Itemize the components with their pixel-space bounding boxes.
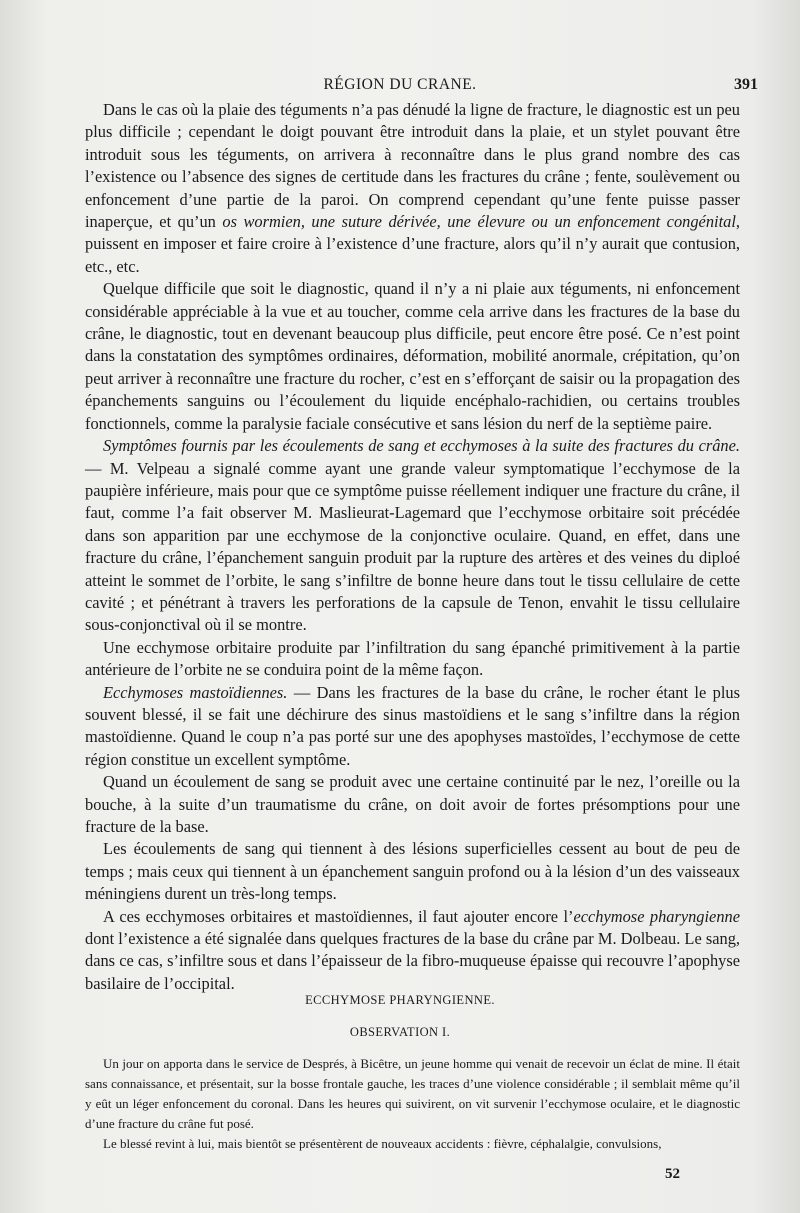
observation-paragraph: Un jour on apporta dans le service de Després, à Bicêtre, un jeune homme qui venait de recevoir un éclat de mine. Il était sans connaissance, et présentait, sur la bosse frontale gauche, les traces d’une violence considérable ; il semblait même qu’il y eût un léger enfoncement du coronal. Dans les heures qui suivirent, on vit survenir l’ecchymose oculaire, et le diagnostic d’une fracture du crâne fut posé. — [85, 1056, 740, 1131]
body-paragraph — [85, 278, 740, 435]
text-run: — Dans les fractures de la base du crâne, le rocher étant le plus souvent blessé, il se fait une déchirure des sinus mastoïdiens et le sang s’infiltre dans la région mastoïdienne. Quand le coup n’a pas porté sur une des apophyses mastoïdes, l’ecchymose de cette région constitue un excellent symptôme. — [85, 682, 740, 769]
italic-text: ecchymose pharyngienne — [573, 906, 740, 926]
italic-text: Ecchymoses mastoïdiennes. — [103, 682, 288, 702]
text-run: Une ecchymose orbitaire produite par l’infiltration du sang épanché primitivement à la partie antérieure de l’orbite ne se conduira point de la même façon. — [85, 637, 740, 680]
text-run: — M. Velpeau a signalé comme ayant une grande valeur symptomatique l’ecchymose de la paupière inférieure, mais pour que ce symptôme puisse réellement indiquer une fracture du crâne, il faut, comme l’a fait observer M. Maslieurat-Lagemard que l’ecchymose orbitaire soit précédée dans son apparition par une ecchymose de la conjonctive oculaire. Quand, en effet, dans une fracture du crâne, l’épanchement sanguin produit par la rupture des artères et des veines du diploé atteint le sommet de l’orbite, le sang s’infiltre de bonne heure dans tout le tissu cellulaire de cette cavité ; et pénétrant à travers les perforations de la capsule de Tenon, envahit le tissu cellulaire sous-conjonctival où il se montre. — [85, 458, 740, 635]
signature-mark: 52 — [665, 1166, 680, 1182]
body-paragraph — [85, 838, 740, 905]
observation-heading: OBSERVATION I. — [349, 1025, 451, 1039]
text-run: Quand un écoulement de sang se produit avec une certaine continuité par le nez, l’oreille ou la bouche, à la suite d’un traumatisme du crâne, on doit avoir de fortes présomptions pour une fracture de la base. — [85, 772, 740, 836]
main-text — [85, 99, 740, 995]
text-run: Quelque difficile que soit le diagnostic, quand il n’y a ni plaie aux téguments, ni enfoncement considérable appréciable à la vue et au toucher, comme cela arrive dans les fractures de la base du crâne, le diagnostic, tout en devenant beaucoup plus difficile, peut encore être posé. Ce n’est point dans la constatation des symptômes ordinaires, déformation, mobilité anormale, crépitation, qu’on peut arriver à reconnaître une fracture du rocher, c’est en s’efforçant de saisir ou la propagation des épanchements sanguins ou l’écoulement du liquide encéphalo-rachidien, ou certains troubles fonctionnels, comme la paralysie faciale consécutive et sans lésion du nerf de la septième paire. — [85, 279, 740, 433]
body-paragraph — [85, 99, 740, 278]
text-run: dont l’existence a été signalée dans quelques fractures de la base du crâne par M. Dolbeau. Le sang, dans ce cas, s’infiltre sous et dans l’épaisseur de la fibro-muqueuse épaisse qui recouvre l’apophyse basilaire de l’occipital. — [85, 929, 740, 993]
observation-text — [85, 1054, 740, 1154]
section-heading: ECCHYMOSE PHARYNGIENNE. — [305, 993, 495, 1007]
body-paragraph — [85, 435, 740, 637]
body-paragraph — [85, 637, 740, 682]
text-run: A ces ecchymoses orbitaires et mastoïdiennes, il faut ajouter encore l’ — [103, 906, 574, 926]
body-paragraph — [85, 906, 740, 996]
italic-text: Symptômes fournis par les écoulements de sang et ecchymoses à la suite des fractures du crâne. — [103, 436, 740, 456]
page-number: 391 — [734, 76, 758, 93]
body-paragraph — [85, 682, 740, 772]
italic-text: os wormien, une suture dérivée, une élevure ou un enfoncement congénital — [222, 212, 736, 232]
observation-paragraph: Le blessé revint à lui, mais bientôt se présentèrent de nouveaux accidents : fièvre, céphalalgie, convulsions, — [103, 1136, 662, 1151]
text-run: Dans le cas où la plaie des téguments n’a pas dénudé la ligne de fracture, le diagnostic est un peu plus difficile ; cependant le doigt pouvant être introduit dans la plaie, et un stylet pouvant être introduit sous les téguments, on arrivera à reconnaître dans le plus grand nombre des cas l’existence ou l’absence des signes de certitude dans les fractures du crâne ; fente, soulèvement ou enfoncement d’une partie de la paroi. On comprend cependant qu’une fente puisse passer inaperçue, et qu’un — [85, 100, 740, 232]
text-run: Les écoulements de sang qui tiennent à des lésions superficielles cessent au bout de peu de temps ; mais ceux qui tiennent à un épanchement sanguin profond ou à la lésion d’un des vaisseaux méningiens durent un très-long temps. — [85, 839, 740, 904]
running-header-title: RÉGION DU CRANE. — [323, 76, 477, 93]
body-paragraph — [85, 771, 740, 838]
text-run: , puissent en imposer et faire croire à l’existence d’une fracture, alors qu’il n’y aurait que contusion, etc., etc. — [85, 212, 740, 276]
